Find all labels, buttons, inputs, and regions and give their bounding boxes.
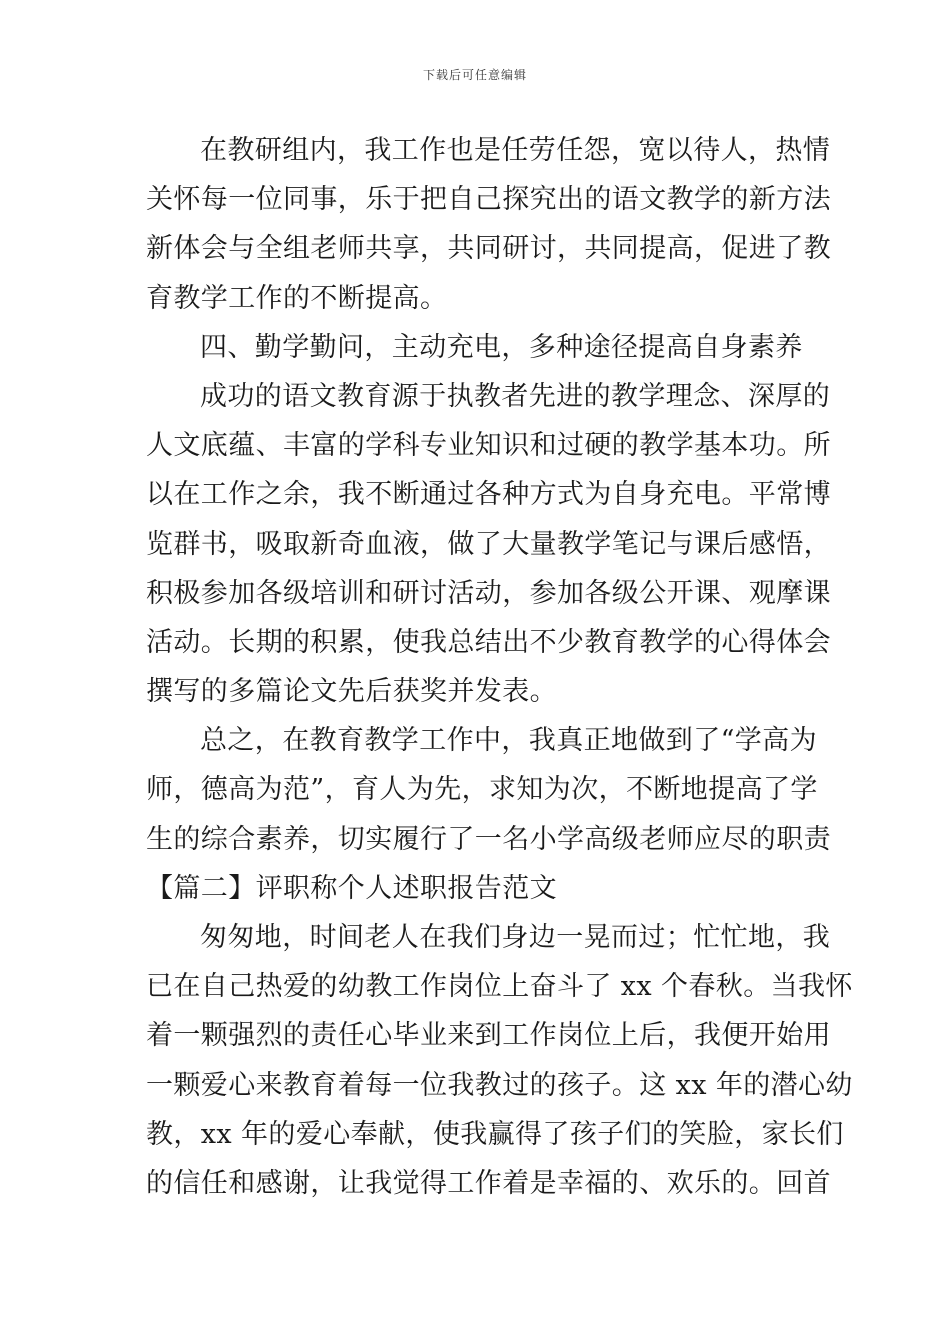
text-line: 人文底蕴、丰富的学科专业知识和过硬的教学基本功。所 xyxy=(146,430,831,462)
text-line: 在教研组内，我工作也是任劳任怨，宽以待人，热情 xyxy=(200,135,831,166)
text-line: 生的综合素养，切实履行了一名小学高级老师应尽的职责 xyxy=(146,823,831,855)
text-line: 教，xx 年的爱心奉献，使我赢得了孩子们的笑脸，家长们 xyxy=(146,1118,844,1150)
section-heading: 四、勤学勤问，主动充电，多种途径提高自身素养 xyxy=(200,331,803,363)
text-line: 以在工作之余，我不断通过各种方式为自身充电。平常博 xyxy=(146,479,831,511)
text-line: 已在自己热爱的幼教工作岗位上奋斗了 xx 个春秋。当我怀 xyxy=(146,971,853,1003)
text-line: 成功的语文教育源于执教者先进的教学理念、深厚的 xyxy=(200,380,831,412)
text-line: 的信任和感谢，让我觉得工作着是幸福的、欢乐的。回首 xyxy=(146,1167,831,1199)
chapter-title: 【篇二】评职称个人述职报告范文 xyxy=(146,872,557,904)
text-line: 积极参加各级培训和研讨活动，参加各级公开课、观摩课 xyxy=(146,577,831,609)
text-line: 一颗爱心来教育着每一位我教过的孩子。这 xx 年的潜心幼 xyxy=(146,1069,853,1101)
text-line: 育教学工作的不断提高。 xyxy=(146,282,448,314)
text-line: 着一颗强烈的责任心毕业来到工作岗位上后，我便开始用 xyxy=(146,1020,831,1052)
text-line: 师，德高为范”，育人为先，求知为次，不断地提高了学 xyxy=(146,774,818,806)
text-line: 新体会与全组老师共享，共同研讨，共同提高，促进了教 xyxy=(146,233,831,265)
page-header: 下载后可任意编辑 xyxy=(422,68,527,82)
text-line: 关怀每一位同事，乐于把自己探究出的语文教学的新方法 xyxy=(146,184,831,216)
text-line: 总之，在教育教学工作中，我真正地做到了“学高为 xyxy=(200,725,818,757)
document-body xyxy=(146,126,853,1208)
text-line: 活动。长期的积累，使我总结出不少教育教学的心得体会 xyxy=(146,626,831,658)
text-line: 匆匆地，时间老人在我们身边一晃而过；忙忙地，我 xyxy=(200,922,831,953)
text-line: 撰写的多篇论文先后获奖并发表。 xyxy=(146,676,557,708)
text-line: 览群书，吸取新奇血液，做了大量教学笔记与课后感悟， xyxy=(146,528,831,560)
